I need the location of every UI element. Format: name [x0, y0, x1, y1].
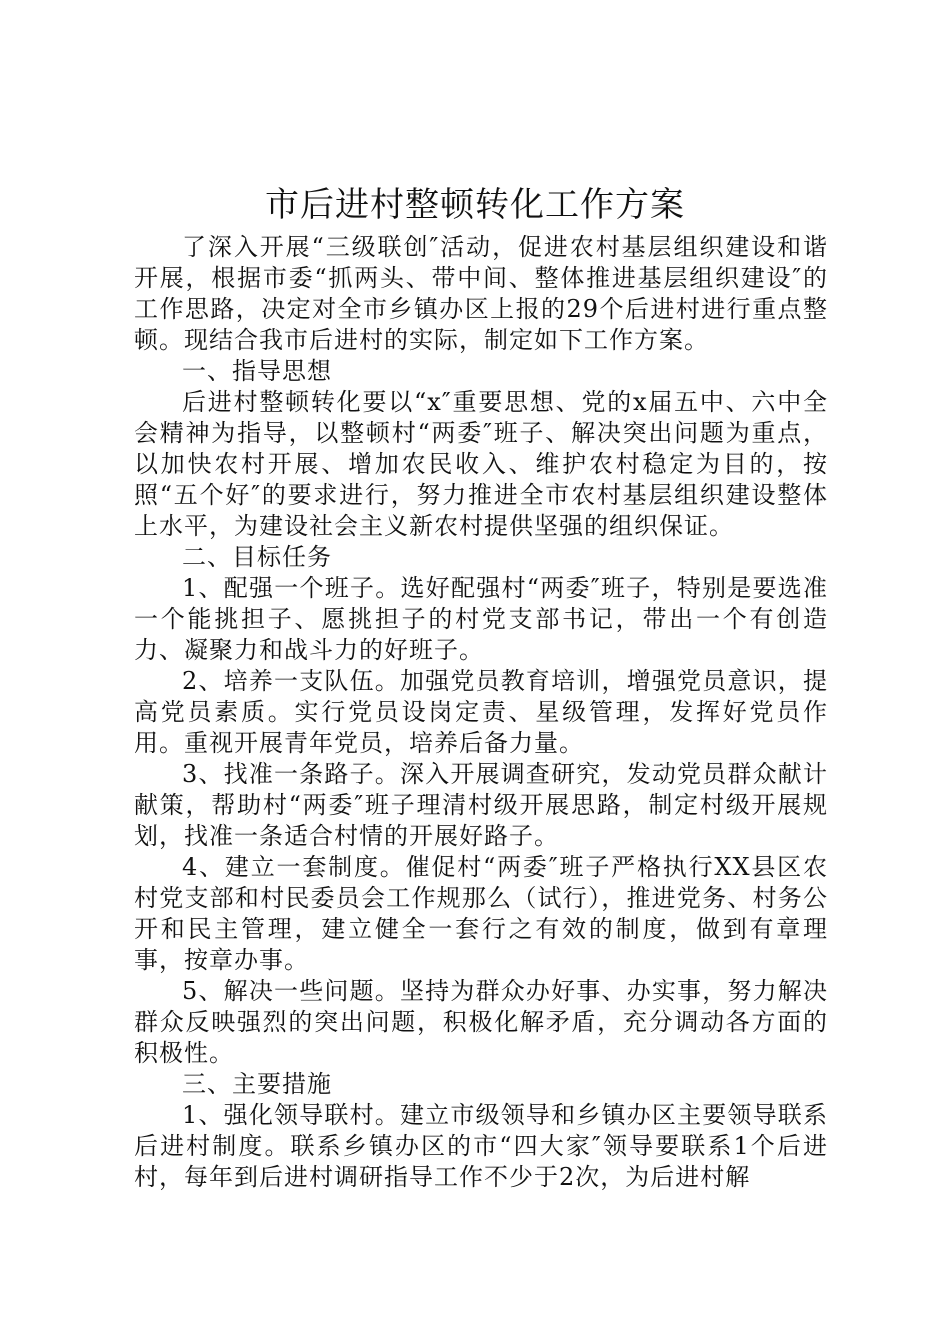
guiding-ideology-paragraph: 后进村整顿转化要以“x″重要思想、党的x届五中、六中全会精神为指导，以整顿村“两委″班子、解决突出问题为重点，以加快农村开展、增加农民收入、维护农村稳定为目的，按照“五个好″的要求进行，努力推进全市农村基层组织建设整体上水平，为建设社会主义新农村提供坚强的组织保证。: [134, 388, 828, 540]
goal-item-3: 3、找准一条路子。深入开展调查研究，发动党员群众献计献策，帮助村“两委″班子理清村级开展思路，制定村级开展规划，找准一条适合村情的开展好路子。: [134, 760, 828, 850]
goal-item-4: 4、建立一套制度。催促村“两委″班子严格执行XX县区农村党支部和村民委员会工作规那么（试行），推进党务、村务公开和民主管理，建立健全一套行之有效的制度，做到有章理事，按章办事。: [134, 853, 828, 974]
section-heading-guiding-ideology: 一、指导思想: [182, 357, 332, 385]
document-title: 市后进村整顿转化工作方案: [265, 185, 685, 225]
section-heading-goals: 二、目标任务: [182, 543, 332, 571]
goal-item-2: 2、培养一支队伍。加强党员教育培训，增强党员意识，提高党员素质。实行党员设岗定责、星级管理，发挥好党员作用。重视开展青年党员，培养后备力量。: [134, 667, 828, 757]
goal-item-1: 1、配强一个班子。选好配强村“两委″班子，特别是要选准一个能挑担子、愿挑担子的村党支部书记，带出一个有创造力、凝聚力和战斗力的好班子。: [134, 574, 828, 664]
document-body: [134, 232, 828, 1193]
intro-paragraph: 了深入开展“三级联创″活动，促进农村基层组织建设和谐开展，根据市委“抓两头、带中间、整体推进基层组织建设″的工作思路，决定对全市乡镇办区上报的29个后进村进行重点整顿。现结合我市后进村的实际，制定如下工作方案。: [134, 233, 828, 354]
measure-item-1: 1、强化领导联村。建立市级领导和乡镇办区主要领导联系后进村制度。联系乡镇办区的市“四大家″领导要联系1个后进村，每年到后进村调研指导工作不少于2次，为后进村解: [134, 1101, 828, 1191]
section-heading-measures: 三、主要措施: [182, 1070, 332, 1098]
goal-item-5: 5、解决一些问题。坚持为群众办好事、办实事，努力解决群众反映强烈的突出问题，积极化解矛盾，充分调动各方面的积极性。: [134, 977, 828, 1067]
